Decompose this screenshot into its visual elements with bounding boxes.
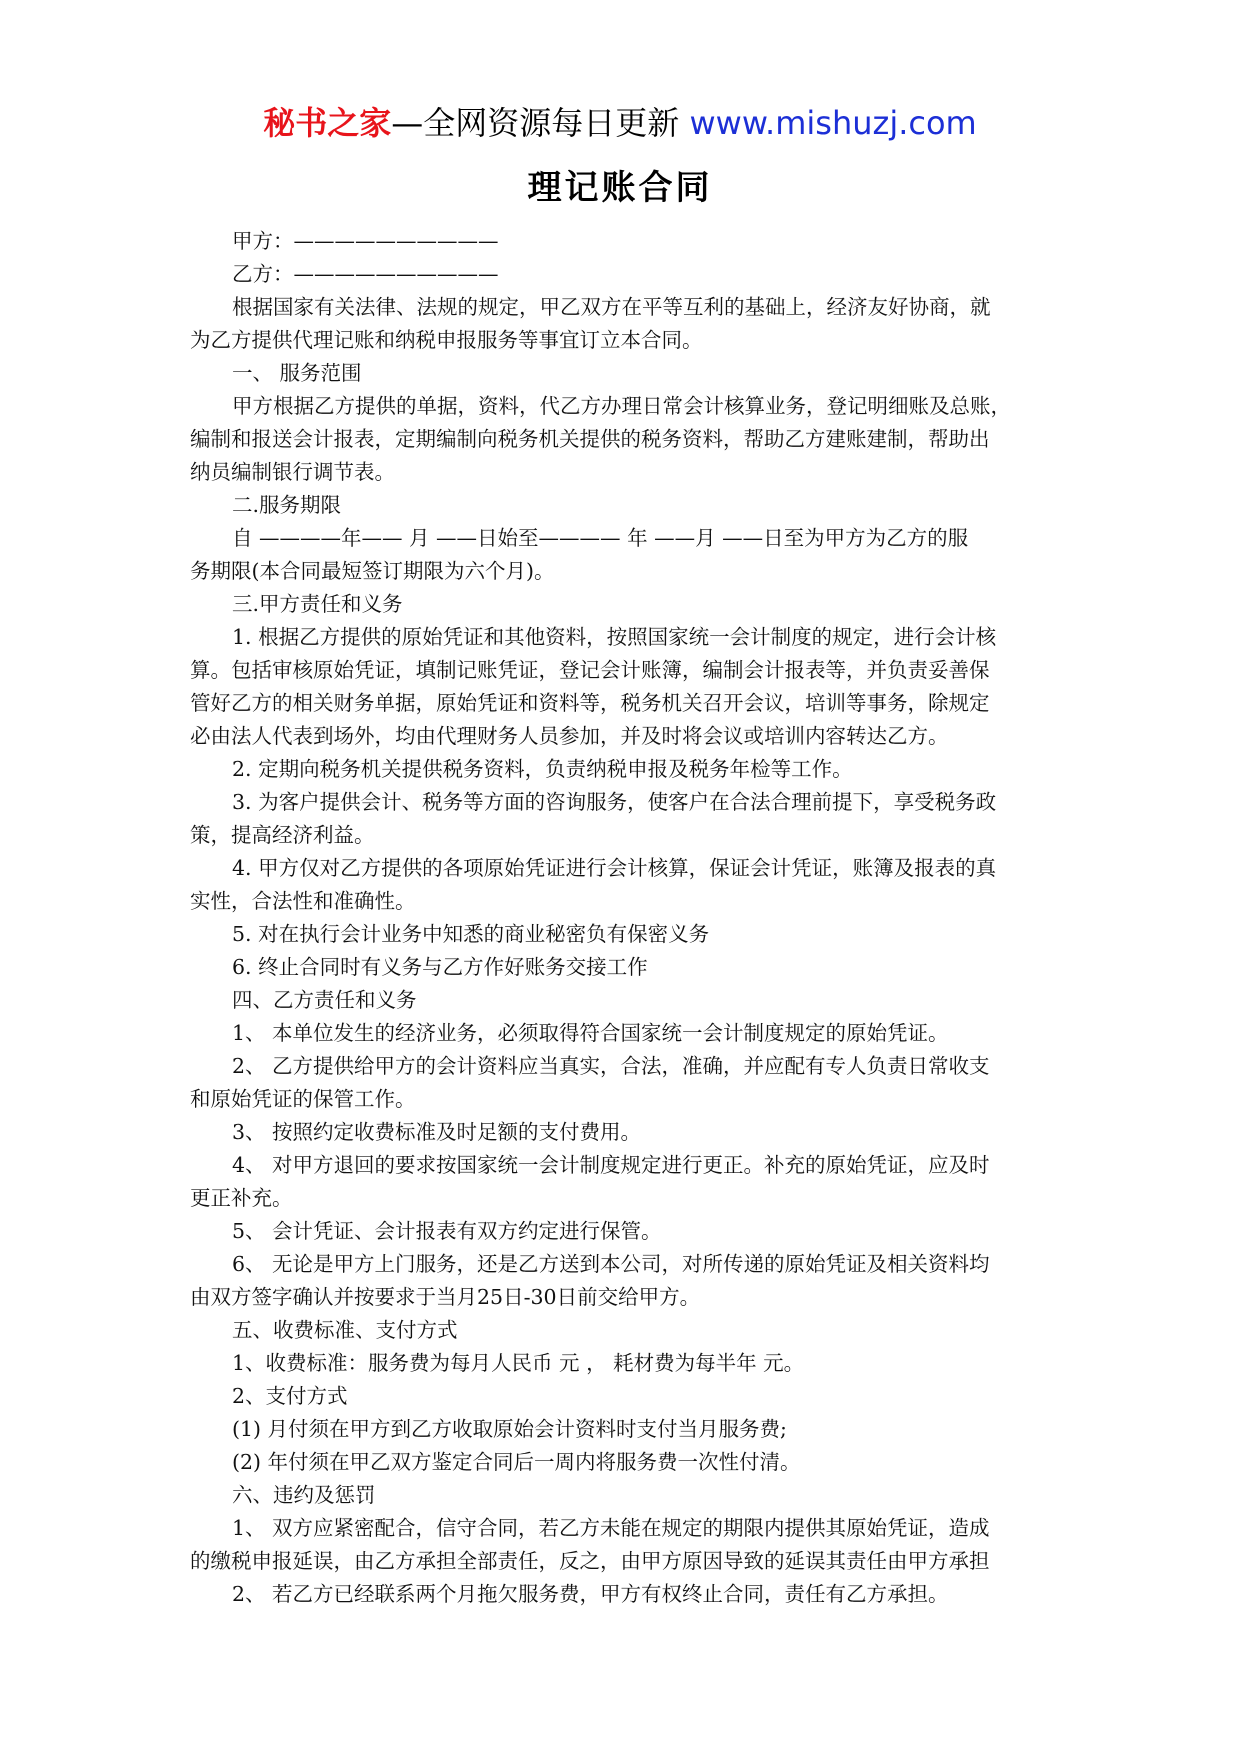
text-line: 5. 对在执行会计业务中知悉的商业秘密负有保密义务 xyxy=(232,922,710,946)
text-line: 3. 为客户提供会计、税务等方面的咨询服务，使客户在合法合理前提下，享受税务政 xyxy=(232,790,997,814)
text-line: 1、 本单位发生的经济业务，必须取得符合国家统一会计制度规定的原始凭证。 xyxy=(232,1021,949,1045)
text-line: 根据国家有关法律、法规的规定，甲乙双方在平等互利的基础上，经济友好协商，就 xyxy=(232,295,991,319)
text-line: 甲方：—————————— xyxy=(232,229,499,253)
text-line: 自 ————年—— 月 ——日始至———— 年 ——月 ——日至为甲方为乙方的服 xyxy=(232,526,969,550)
brand-name: 秘书之家 xyxy=(263,104,392,142)
text-line: 为乙方提供代理记账和纳税申报服务等事宜订立本合同。 xyxy=(190,328,703,352)
text-line: 必由法人代表到场外，均由代理财务人员参加，并及时将会议或培训内容转达乙方。 xyxy=(190,724,949,748)
text-line: 六、违约及惩罚 xyxy=(232,1483,376,1507)
text-line: 2. 定期向税务机关提供税务资料，负责纳税申报及税务年检等工作。 xyxy=(232,757,853,781)
text-line: 由双方签字确认并按要求于当月25日-30日前交给甲方。 xyxy=(190,1285,701,1309)
text-line: 1. 根据乙方提供的原始凭证和其他资料，按照国家统一会计制度的规定，进行会计核 xyxy=(232,625,997,649)
text-line: 2、支付方式 xyxy=(232,1384,348,1408)
text-line: 6、 无论是甲方上门服务，还是乙方送到本公司，对所传递的原始凭证及相关资料均 xyxy=(232,1252,990,1276)
text-line: 策，提高经济利益。 xyxy=(190,823,375,847)
text-line: 的缴税申报延误，由乙方承担全部责任，反之，由甲方原因导致的延误其责任由甲方承担 xyxy=(190,1549,990,1573)
site-banner xyxy=(0,98,1240,148)
text-line: 5、 会计凭证、会计报表有双方约定进行保管。 xyxy=(232,1219,662,1243)
text-line: 4. 甲方仅对乙方提供的各项原始凭证进行会计核算，保证会计凭证，账簿及报表的真 xyxy=(232,856,997,880)
text-line: 管好乙方的相关财务单据，原始凭证和资料等，税务机关召开会议，培训等事务，除规定 xyxy=(190,691,990,715)
text-line: 一、 服务范围 xyxy=(232,361,362,385)
text-line: (1) 月付须在甲方到乙方收取原始会计资料时支付当月服务费; xyxy=(232,1417,787,1441)
text-line: 3、 按照约定收费标准及时足额的支付费用。 xyxy=(232,1120,642,1144)
banner-slogan: —全网资源每日更新 xyxy=(391,104,680,142)
text-line: 乙方：—————————— xyxy=(232,262,499,286)
text-line: 2、 若乙方已经联系两个月拖欠服务费，甲方有权终止合同，责任有乙方承担。 xyxy=(232,1582,949,1606)
text-line: 4、 对甲方退回的要求按国家统一会计制度规定进行更正。补充的原始凭证，应及时 xyxy=(232,1153,990,1177)
text-line: 四、乙方责任和义务 xyxy=(232,988,417,1012)
text-line: 算。包括审核原始凭证，填制记账凭证，登记会计账簿，编制会计报表等，并负责妥善保 xyxy=(190,658,990,682)
text-line: 6. 终止合同时有义务与乙方作好账务交接工作 xyxy=(232,955,648,979)
text-line: (2) 年付须在甲乙双方鉴定合同后一周内将服务费一次性付清。 xyxy=(232,1450,801,1474)
text-line: 实性，合法性和准确性。 xyxy=(190,889,416,913)
text-line: 二.服务期限 xyxy=(232,493,342,517)
document-title: 理记账合同 xyxy=(527,168,713,208)
text-line: 1、收费标准：服务费为每月人民币 元 ， 耗材费为每半年 元。 xyxy=(232,1351,805,1375)
text-line: 务期限(本合同最短签订期限为六个月)。 xyxy=(190,559,555,583)
text-line: 纳员编制银行调节表。 xyxy=(190,460,395,484)
contract-body xyxy=(190,225,1052,1611)
text-line: 更正补充。 xyxy=(190,1186,293,1210)
text-line: 三.甲方责任和义务 xyxy=(232,592,403,616)
text-line: 编制和报送会计报表，定期编制向税务机关提供的税务资料，帮助乙方建账建制，帮助出 xyxy=(190,427,990,451)
text-line: 五、收费标准、支付方式 xyxy=(232,1318,458,1342)
text-line: 2、 乙方提供给甲方的会计资料应当真实，合法，准确，并应配有专人负责日常收支 xyxy=(232,1054,990,1078)
site-url[interactable]: www.mishuzj.com xyxy=(689,104,977,142)
text-line: 和原始凭证的保管工作。 xyxy=(190,1087,416,1111)
text-line: 甲方根据乙方提供的单据，资料，代乙方办理日常会计核算业务，登记明细账及总账， xyxy=(232,394,1011,418)
text-line: 1、 双方应紧密配合，信守合同，若乙方未能在规定的期限内提供其原始凭证，造成 xyxy=(232,1516,990,1540)
